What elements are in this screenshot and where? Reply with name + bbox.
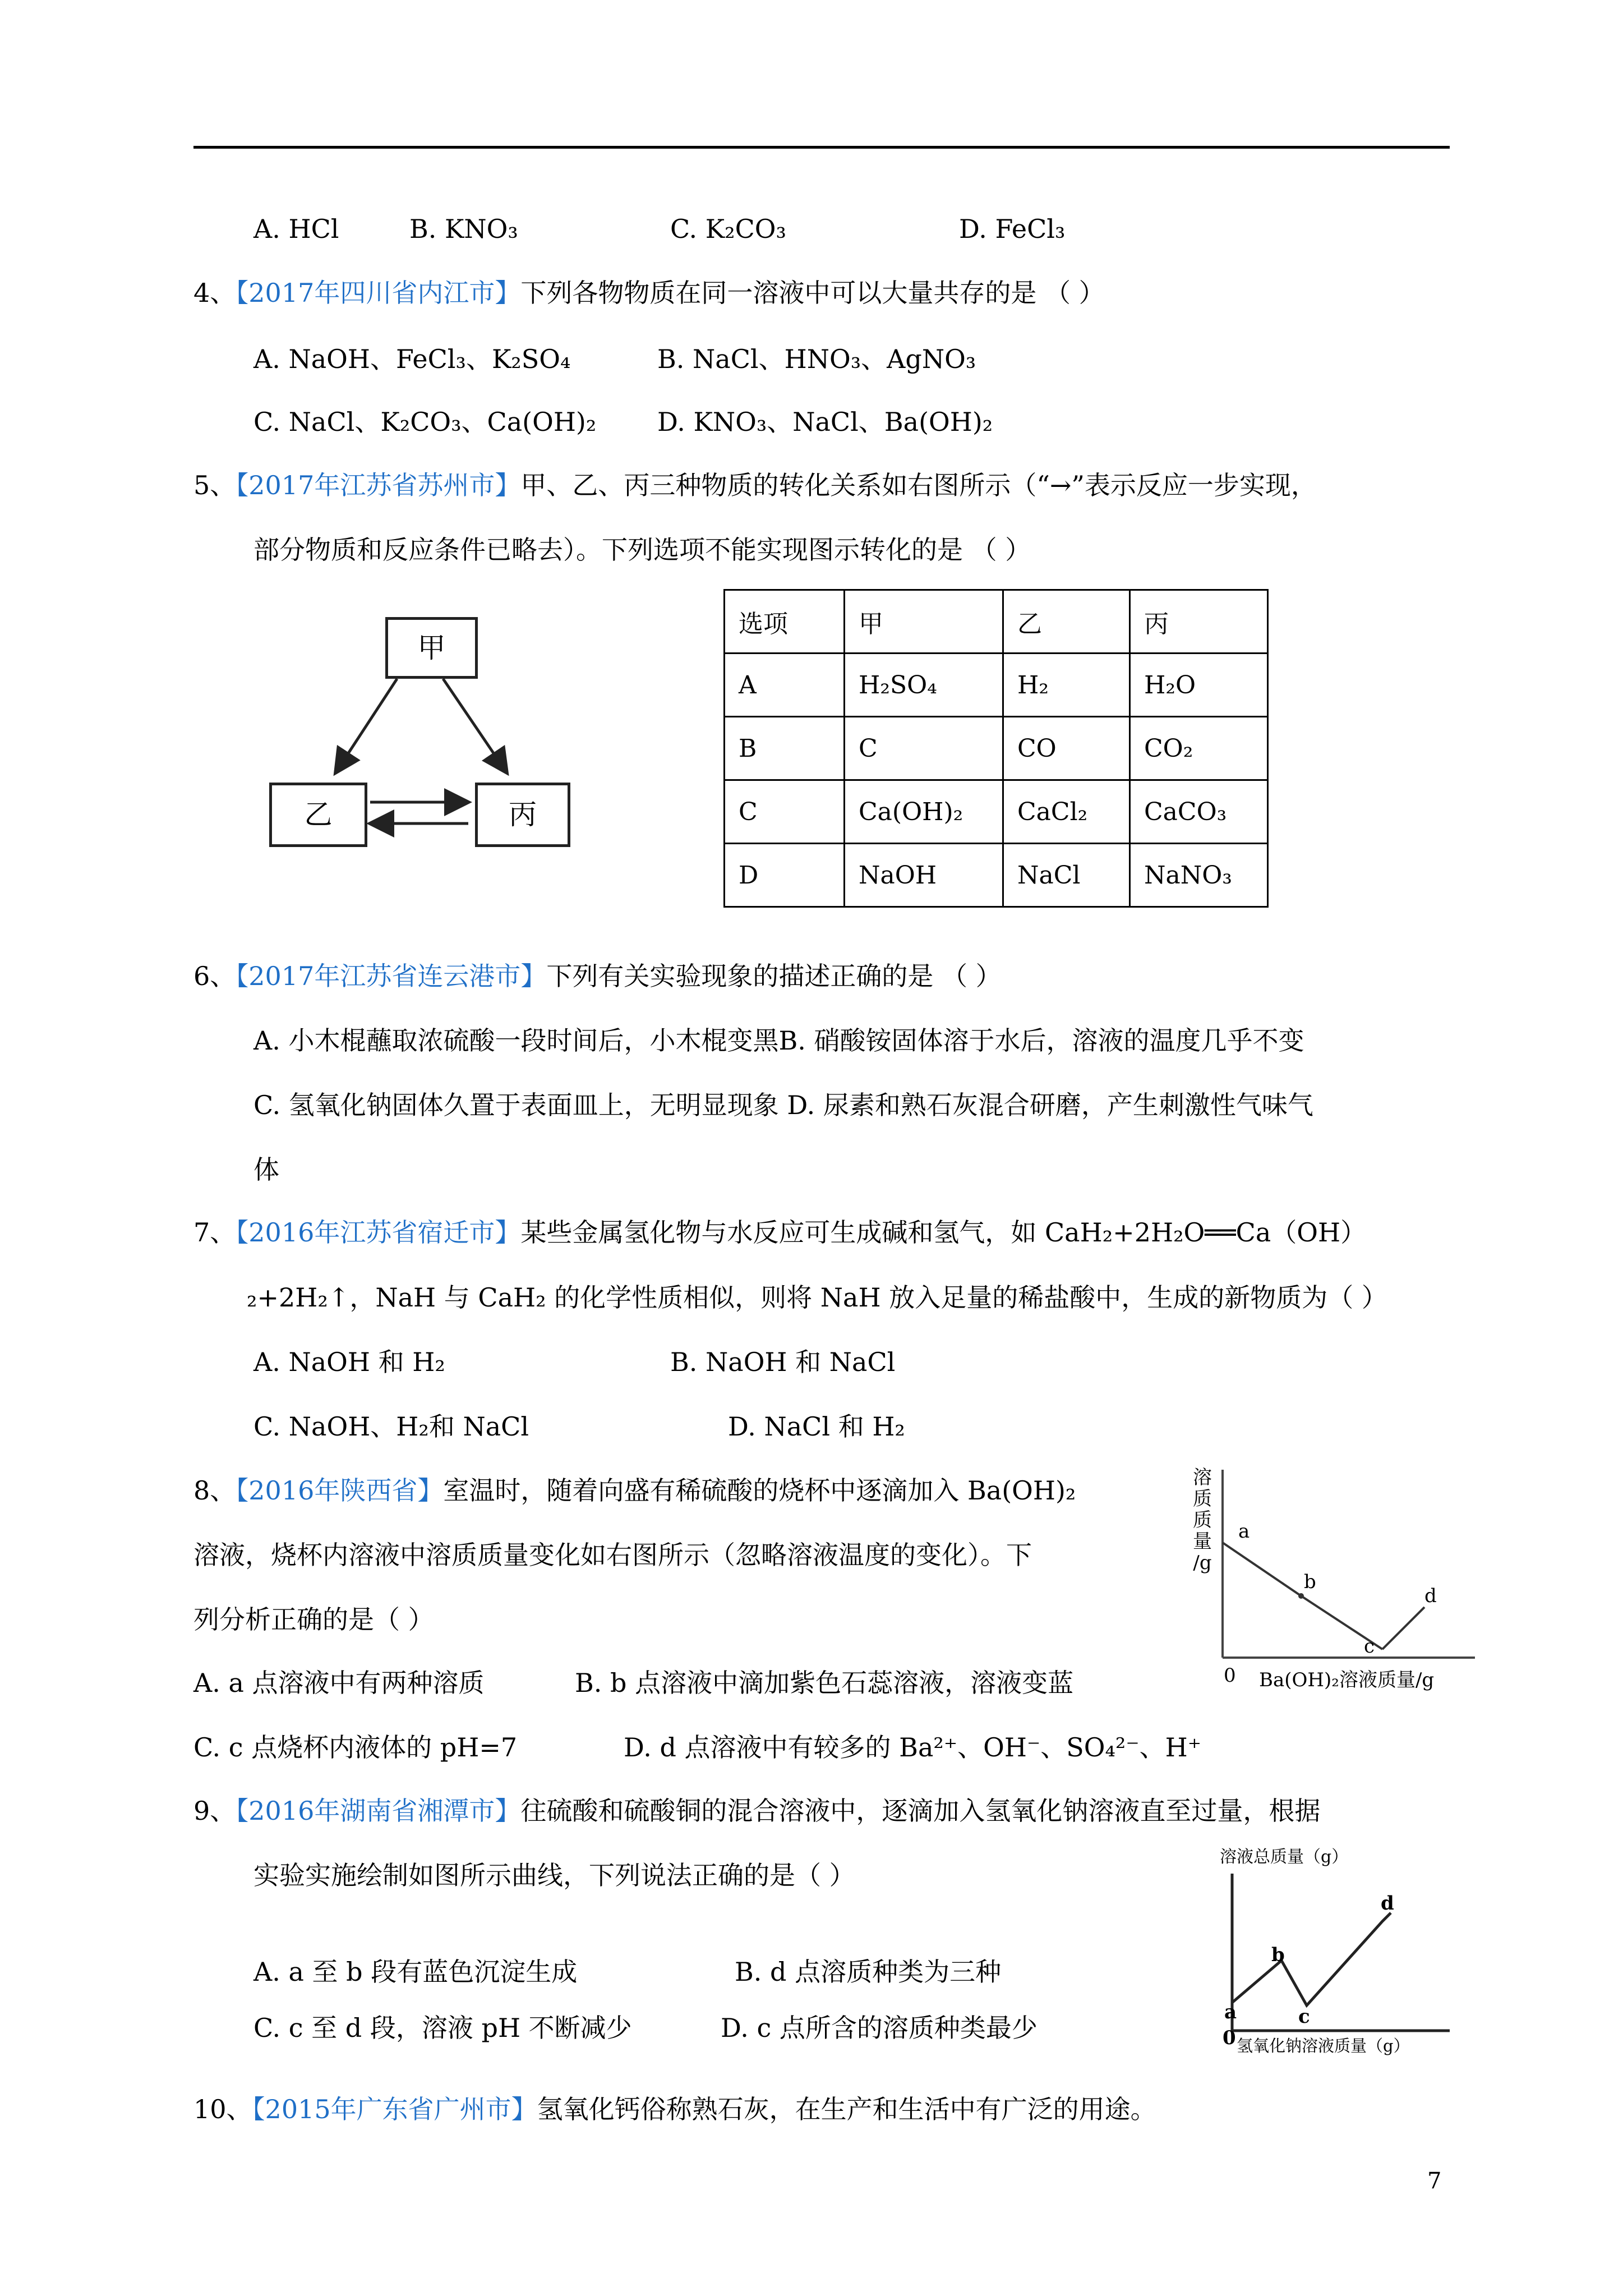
q5-stem-line2: 部分物质和反应条件已略去）。下列选项不能实现图示转化的是 （ ） (253, 535, 1031, 565)
q4-stem: 下列各物物质在同一溶液中可以大量共存的是 （ ） (520, 278, 1105, 308)
point-label-d: d (1381, 1892, 1394, 1915)
q8-source: 【2016年陕西省】 (236, 1475, 444, 1506)
q6-options-line2: C. 氢氧化钠固体久置于表面皿上，无明显现象 D. 尿素和熟石灰混合研磨，产生刺激性气味气 (253, 1090, 1313, 1120)
q8-option-d: D. d 点溶液中有较多的 Ba²⁺、OH⁻、SO₄²⁻、H⁺ (624, 1732, 1202, 1763)
table-cell: B (725, 717, 845, 780)
q8-graph-xlabel: Ba(OH)₂溶液质量/g (1259, 1669, 1435, 1691)
table-row (725, 717, 1268, 780)
q7-stem-line2: ₂+2H₂↑，NaH 与 CaH₂ 的化学性质相似，则将 NaH 放入足量的稀盐酸中，生成的新物质为（ ） (247, 1282, 1387, 1313)
q10-stem: 氢氧化钙俗称熟石灰，在生产和生活中有广泛的用途。 (537, 2094, 1156, 2124)
q6-options-line3: 体 (253, 1154, 279, 1185)
q4-number: 4、 (193, 278, 236, 308)
table-cell: Ca(OH)₂ (845, 780, 1003, 844)
q5-number: 5、 (193, 470, 236, 500)
q7-option-b: B. NaOH 和 NaCl (670, 1347, 896, 1377)
q3-option-c: C. K₂CO₃ (670, 214, 786, 244)
q8-option-b: B. b 点溶液中滴加紫色石蕊溶液，溶液变蓝 (575, 1668, 1074, 1698)
q9-source: 【2016年湖南省湘潭市】 (236, 1796, 521, 1826)
q7-source: 【2016年江苏省宿迁市】 (236, 1217, 521, 1248)
table-header-cell: 甲 (845, 590, 1003, 654)
table-row (725, 844, 1268, 907)
q7-option-a: A. NaOH 和 H₂ (253, 1347, 445, 1377)
table-cell: H₂SO₄ (845, 654, 1003, 717)
ylabel-char: 溶 (1193, 1466, 1212, 1489)
diagram-node-jia: 甲 (385, 617, 478, 679)
q8-stem-line3: 列分析正确的是（ ） (193, 1604, 434, 1635)
question-9 (193, 1794, 1320, 1828)
question-8 (193, 1474, 1076, 1507)
point-label-a: a (1238, 1520, 1250, 1543)
q8-graph-lines (1189, 1461, 1481, 1697)
q8-solute-mass-graph (1189, 1461, 1481, 1697)
q5-source: 【2017年江苏省苏州市】 (236, 470, 521, 500)
q6-number: 6、 (193, 961, 236, 991)
table-row (725, 780, 1268, 844)
question-4 (193, 276, 1105, 310)
table-cell: A (725, 654, 845, 717)
q4-option-a: A. NaOH、FeCl₃、K₂SO₄ (253, 344, 571, 374)
page-number: 7 (1427, 2168, 1442, 2194)
q4-option-d: D. KNO₃、NaCl、Ba(OH)₂ (657, 407, 993, 437)
q8-graph-ylabel (1189, 1467, 1216, 1573)
q9-option-a: A. a 至 b 段有蓝色沉淀生成 (253, 1957, 578, 1987)
table-header-row (725, 590, 1268, 654)
q7-option-d: D. NaCl 和 H₂ (728, 1411, 905, 1442)
table-cell: CO₂ (1130, 717, 1268, 780)
table-cell: H₂ (1003, 654, 1130, 717)
table-header-cell: 丙 (1130, 590, 1268, 654)
q7-option-c: C. NaOH、H₂和 NaCl (253, 1411, 529, 1442)
q8-stem-line2: 溶液，烧杯内溶液中溶质质量变化如右图所示（忽略溶液温度的变化）。下 (193, 1540, 1032, 1570)
table-cell: CaCl₂ (1003, 780, 1130, 844)
q5-options-table (723, 589, 1269, 908)
question-5 (193, 468, 1317, 502)
q5-transform-diagram (264, 603, 578, 853)
q9-number: 9、 (193, 1796, 236, 1826)
q9-option-c: C. c 至 d 段，溶液 pH 不断减少 (253, 2013, 632, 2043)
diagram-node-yi: 乙 (269, 783, 367, 847)
q6-options-line1: A. 小木棍蘸取浓硫酸一段时间后，小木棍变黑B. 硝酸铵固体溶于水后，溶液的温度几乎不变 (253, 1025, 1304, 1056)
point-label-b: b (1304, 1571, 1316, 1593)
q3-option-b: B. KNO₃ (409, 214, 518, 244)
ylabel-char: 质 (1193, 1509, 1212, 1531)
q8-option-c: C. c 点烧杯内液体的 pH=7 (193, 1732, 518, 1763)
ylabel-char: 质 (1193, 1488, 1212, 1510)
table-cell: D (725, 844, 845, 907)
question-6 (193, 959, 1002, 993)
q9-stem-line1: 往硫酸和硫酸铜的混合溶液中，逐滴加入氢氧化钠溶液直至过量，根据 (520, 1796, 1321, 1826)
q8-stem-line1: 室温时，随着向盛有稀硫酸的烧杯中逐滴加入 Ba(OH)₂ (443, 1475, 1076, 1506)
point-label-a: a (1224, 2001, 1237, 2023)
q4-option-c: C. NaCl、K₂CO₃、Ca(OH)₂ (253, 407, 597, 437)
table-cell: C (845, 717, 1003, 780)
ylabel-char: 量 (1193, 1530, 1212, 1553)
question-10 (193, 2092, 1156, 2126)
table-header-cell: 乙 (1003, 590, 1130, 654)
q9-option-d: D. c 点所含的溶质种类最少 (721, 2013, 1038, 2043)
table-row (725, 654, 1268, 717)
point-label-c: c (1298, 2005, 1310, 2028)
q7-number: 7、 (193, 1217, 236, 1248)
point-label-c: c (1364, 1635, 1375, 1658)
q9-solution-mass-graph (1220, 1843, 1455, 2056)
table-cell: NaNO₃ (1130, 844, 1268, 907)
diagram-node-bing: 丙 (475, 783, 570, 847)
table-cell: CO (1003, 717, 1130, 780)
table-cell: H₂O (1130, 654, 1268, 717)
q9-stem-line2: 实验实施绘制如图所示曲线，下列说法正确的是（ ） (253, 1860, 855, 1890)
ylabel-char: /g (1193, 1552, 1212, 1574)
q9-graph-lines (1220, 1843, 1455, 2056)
question-7 (193, 1216, 1366, 1249)
q9-graph-ylabel: 溶液总质量（g） (1220, 1847, 1349, 1867)
q5-stem-line1: 甲、乙、丙三种物质的转化关系如右图所示（“→”表示反应一步实现， (520, 470, 1317, 500)
table-header-cell: 选项 (725, 590, 845, 654)
table-cell: NaCl (1003, 844, 1130, 907)
q8-graph-origin: 0 (1224, 1664, 1236, 1687)
q9-option-b: B. d 点溶质种类为三种 (735, 1957, 1002, 1987)
q3-option-d: D. FeCl₃ (959, 214, 1066, 244)
q6-stem: 下列有关实验现象的描述正确的是 （ ） (546, 961, 1002, 991)
q3-option-a: A. HCl (253, 214, 339, 244)
q8-option-a: A. a 点溶液中有两种溶质 (193, 1668, 485, 1698)
q6-source: 【2017年江苏省连云港市】 (236, 961, 547, 991)
q7-stem-line1: 某些金属氢化物与水反应可生成碱和氢气，如 CaH₂+2H₂O══Ca（OH） (520, 1217, 1367, 1248)
table-cell: CaCO₃ (1130, 780, 1268, 844)
q9-graph-xlabel: 氢氧化钠溶液质量（g） (1237, 2036, 1410, 2055)
q10-number: 10、 (193, 2094, 252, 2124)
point-label-d: d (1424, 1585, 1437, 1607)
point-label-b: b (1271, 1944, 1285, 1966)
q8-number: 8、 (193, 1475, 236, 1506)
q9-graph-origin: 0 (1223, 2027, 1236, 2049)
q10-source: 【2015年广东省广州市】 (252, 2094, 537, 2124)
q4-source: 【2017年四川省内江市】 (236, 278, 521, 308)
table-cell: NaOH (845, 844, 1003, 907)
q4-option-b: B. NaCl、HNO₃、AgNO₃ (657, 344, 976, 374)
table-cell: C (725, 780, 845, 844)
header-rule (193, 146, 1450, 149)
